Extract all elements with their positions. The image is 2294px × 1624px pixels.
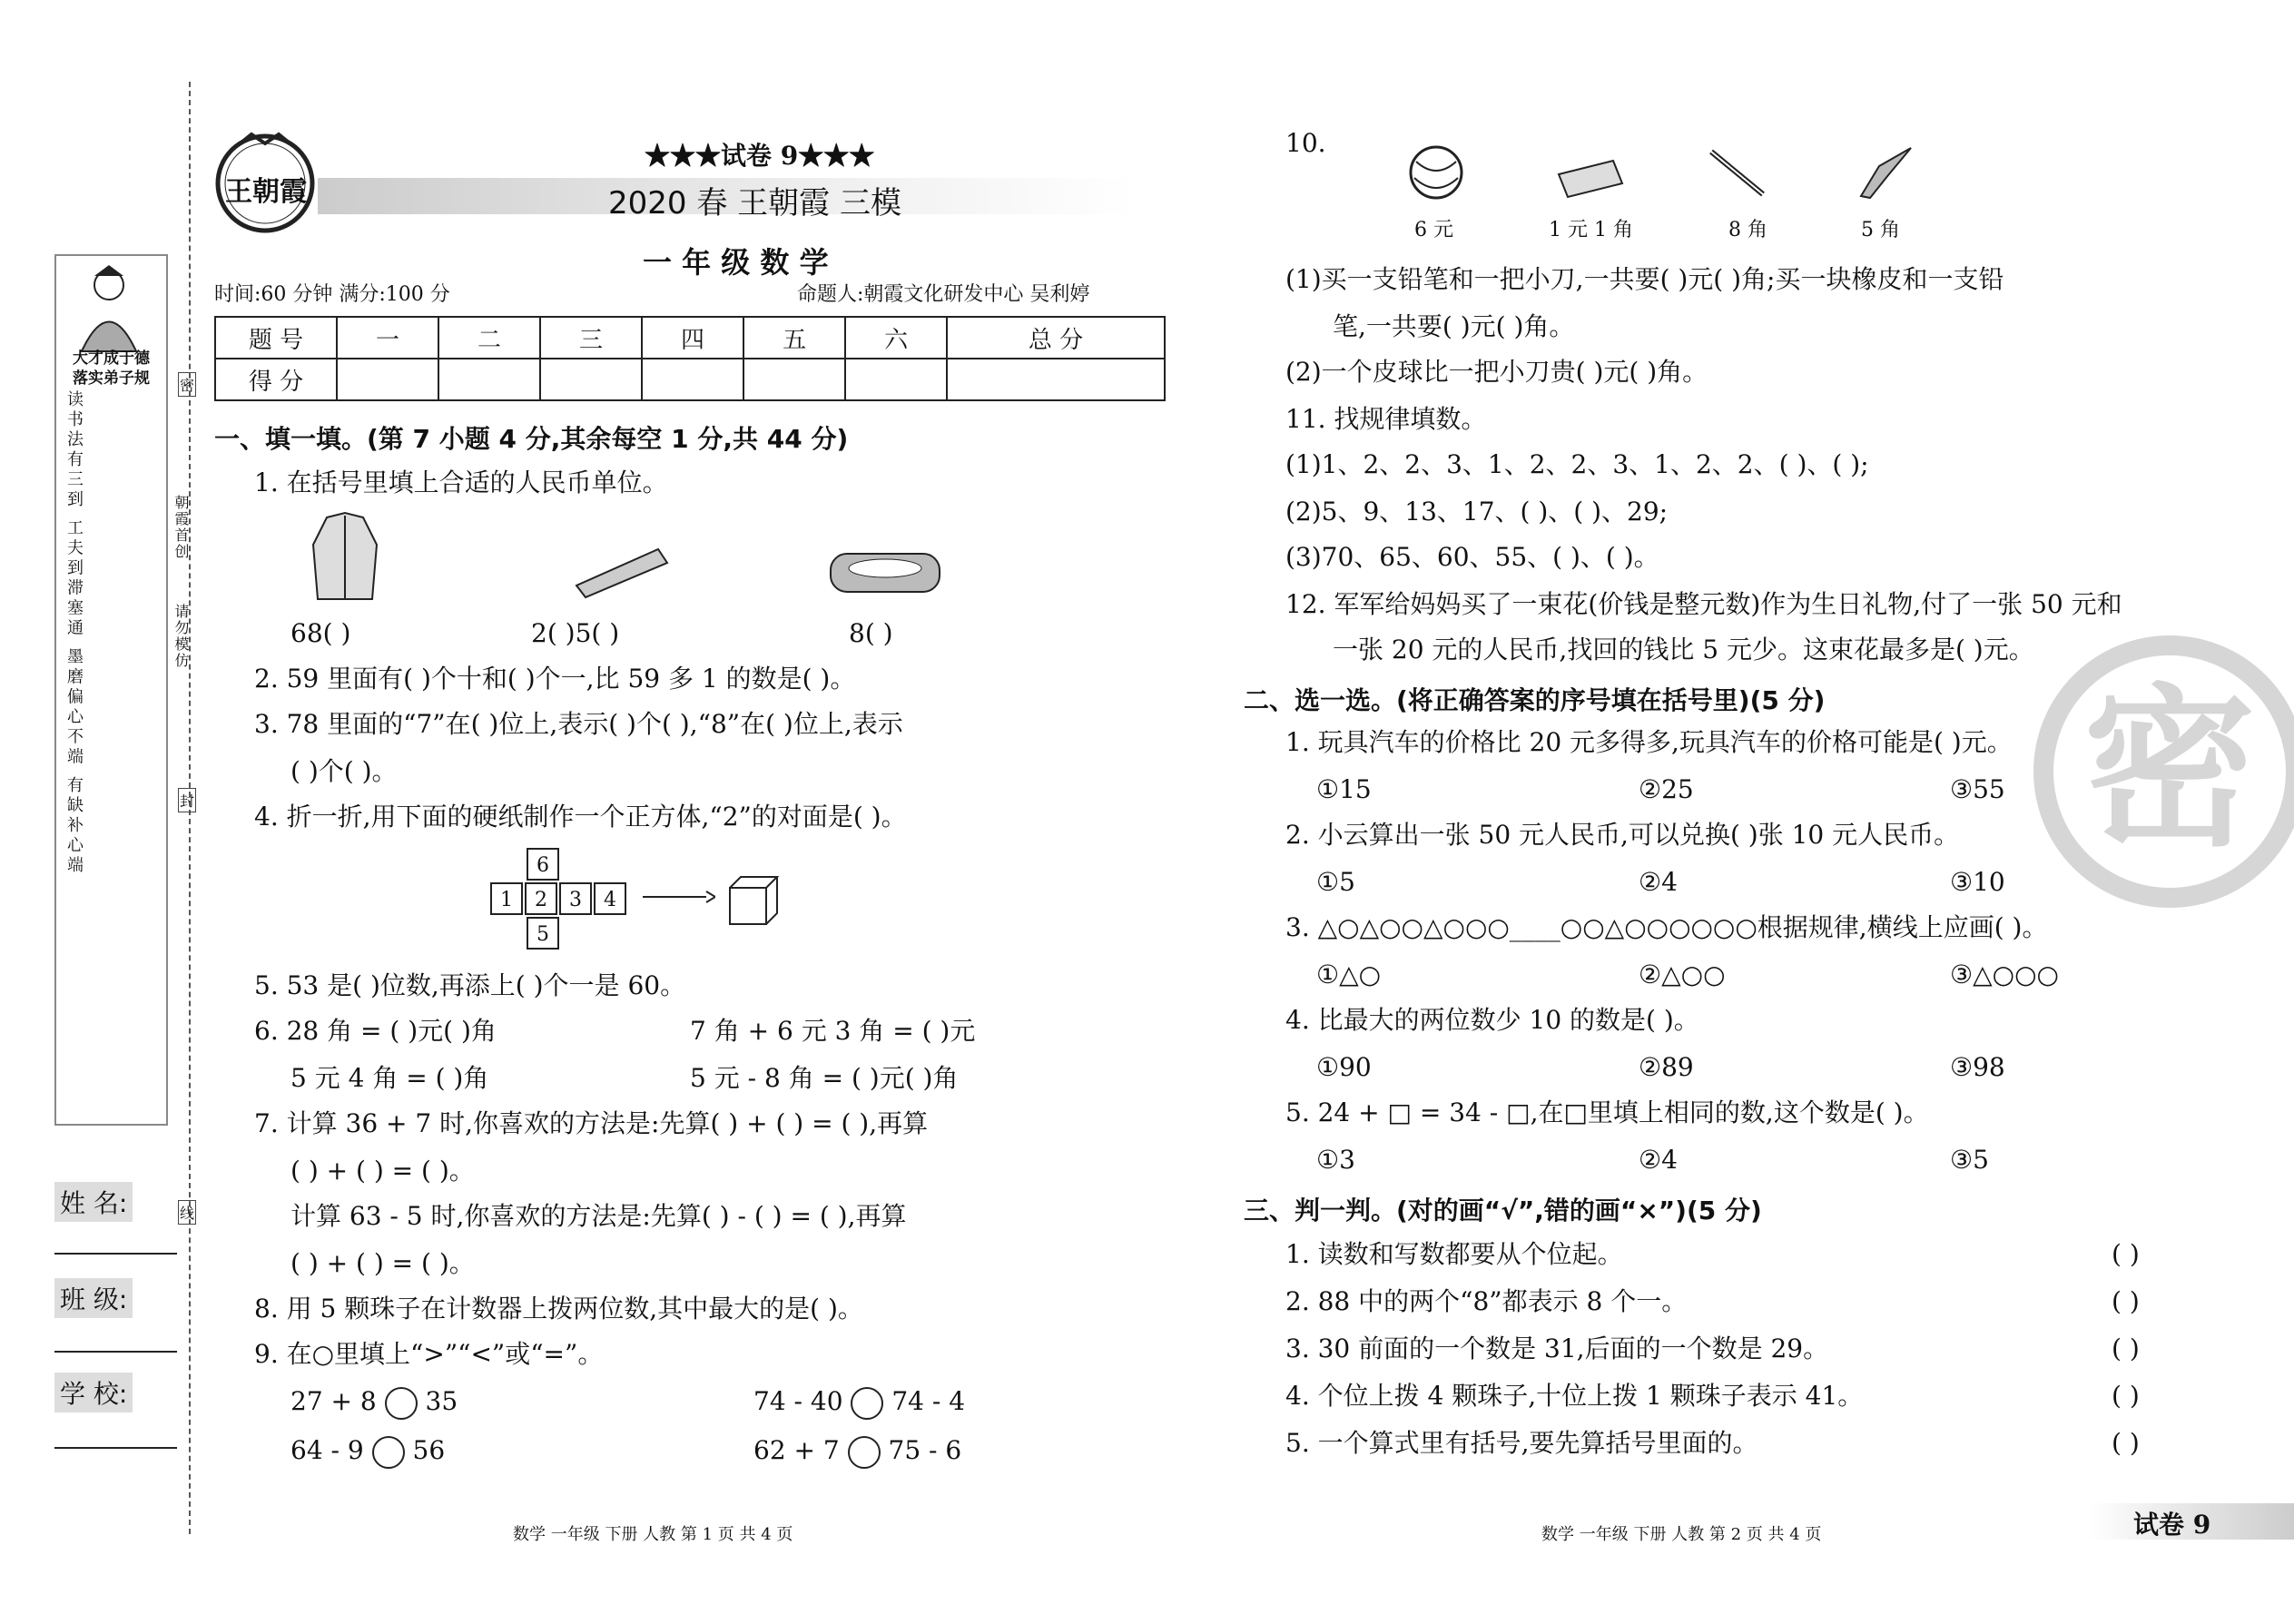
judge-answer[interactable]: ( ) — [2112, 1381, 2140, 1411]
judge-3: 3. 30 前面的一个数是 31,后面的一个数是 29。 — [1285, 1334, 1829, 1363]
net-face: 1 — [490, 882, 523, 915]
seal-char-feng: 封 — [178, 788, 196, 812]
class-field[interactable] — [54, 1351, 177, 1353]
price-pencil: 8 角 — [1728, 219, 1767, 241]
stamp-mi — [2033, 635, 2294, 908]
q11-2: (2)5、9、13、17、( )、( )、29; — [1285, 497, 1669, 527]
score-cell[interactable] — [743, 359, 845, 400]
pencil-icon — [1707, 147, 1770, 205]
q3-line2: ( )个( )。 — [290, 756, 398, 786]
q6-b: 7 角 + 6 元 3 角 = ( )元 — [690, 1016, 976, 1046]
judge-answer[interactable]: ( ) — [2112, 1286, 2140, 1316]
cube-net — [490, 848, 635, 957]
judge-answer[interactable]: ( ) — [2112, 1334, 2140, 1363]
compare-circle[interactable] — [385, 1387, 418, 1420]
q1-item-pencilcase: 8( ) — [849, 618, 893, 648]
q12-line1: 12. 军军给妈妈买了一束花(价钱是整元数)作为生日礼物,付了一张 50 元和 — [1285, 589, 2122, 619]
net-face: 4 — [594, 882, 626, 915]
seal-char-xian: 线 — [178, 1200, 196, 1225]
q9-item — [290, 1385, 458, 1420]
c4-opt: ③98 — [1950, 1052, 2005, 1082]
sidebar-caption-2: 落实弟子规 — [73, 369, 150, 388]
q7-line3: 计算 63 - 5 时,你喜欢的方法是:先算( ) - ( ) = ( ),再算 — [290, 1201, 907, 1231]
price-eraser: 1 元 1 角 — [1549, 219, 1633, 241]
c3-opt: ②△○○ — [1639, 960, 1726, 989]
expr: 35 — [425, 1386, 458, 1416]
jacket-icon — [309, 508, 381, 612]
q11-1: (1)1、2、2、3、1、2、2、3、1、2、2、( )、( ); — [1285, 449, 1869, 479]
q10-1-line1: (1)买一支铅笔和一把小刀,一共要( )元( )角;买一块橡皮和一支铅 — [1285, 264, 2004, 294]
q12-line2: 一张 20 元的人民币,找回的钱比 5 元少。这束花最多是( )元。 — [1333, 635, 2034, 664]
q11: 11. 找规律填数。 — [1285, 404, 1487, 434]
q4: 4. 折一折,用下面的硬纸制作一个正方体,“2”的对面是( )。 — [254, 802, 907, 832]
judge-4: 4. 个位上拨 4 颗珠子,十位上拨 1 颗珠子表示 41。 — [1285, 1381, 1864, 1411]
compare-circle[interactable] — [851, 1387, 883, 1420]
q7-line4: ( ) + ( ) = ( )。 — [290, 1248, 475, 1278]
q1-item-harmonica: 2( )5( ) — [531, 618, 620, 648]
page-tab-label: 试卷 9 — [2133, 1510, 2211, 1540]
expr: 27 + 8 — [290, 1386, 377, 1416]
price-ball: 6 元 — [1414, 219, 1453, 241]
class-label: 班 级: — [54, 1278, 133, 1318]
eraser-icon — [1554, 156, 1627, 205]
c2: 2. 小云算出一张 50 元人民币,可以兑换( )张 10 元人民币。 — [1285, 820, 1960, 850]
author: 命题人:朝霞文化研发中心 吴利婷 — [797, 283, 1090, 306]
score-header: 题 号 — [215, 317, 337, 359]
c1-opt: ③55 — [1950, 774, 2005, 804]
q8: 8. 用 5 颗珠子在计数器上拨两位数,其中最大的是( )。 — [254, 1294, 863, 1324]
q5: 5. 53 是( )位数,再添上( )个一是 60。 — [254, 970, 686, 1000]
price-knife: 5 角 — [1861, 219, 1900, 241]
time-score: 时间:60 分钟 满分:100 分 — [214, 283, 450, 306]
q2: 2. 59 里面有( )个十和( )个一,比 59 多 1 的数是( )。 — [254, 664, 856, 694]
c1-opt: ①15 — [1316, 774, 1372, 804]
q10: 10. — [1285, 128, 1326, 158]
expr: 64 - 9 — [290, 1435, 364, 1465]
exam-title: 2020 春 王朝霞 三模 — [608, 185, 901, 221]
sidebar-motto-column: 读书法有三到 工夫到滞塞通 墨磨偏心不端 有缺补心端 — [64, 390, 84, 877]
score-header: 二 — [438, 317, 540, 359]
left-footer: 数学 一年级 下册 人教 第 1 页 共 4 页 — [513, 1525, 793, 1544]
net-face: 5 — [527, 917, 559, 950]
q9: 9. 在○里填上“>”“<”或“=”。 — [254, 1339, 604, 1369]
score-cell[interactable] — [337, 359, 438, 400]
name-label: 姓 名: — [54, 1182, 133, 1222]
c4-opt: ②89 — [1639, 1052, 1694, 1082]
judge-answer[interactable]: ( ) — [2112, 1239, 2140, 1269]
expr: 62 + 7 — [753, 1435, 840, 1465]
judge-answer[interactable]: ( ) — [2112, 1428, 2140, 1458]
c3: 3. △○△○○△○○○____○○△○○○○○○根据规律,横线上应画( )。 — [1285, 912, 2048, 942]
note-no-copy: 请勿模仿 — [172, 604, 190, 669]
judge-5: 5. 一个算式里有括号,要先算括号里面的。 — [1285, 1428, 1758, 1458]
score-header: 六 — [845, 317, 947, 359]
school-field[interactable] — [54, 1447, 177, 1449]
c4-opt: ①90 — [1316, 1052, 1372, 1082]
stamp-char: 密 — [2082, 667, 2256, 870]
q11-3: (3)70、65、60、55、( )、( )。 — [1285, 542, 1659, 572]
c2-opt: ①5 — [1316, 867, 1355, 897]
score-cell[interactable] — [845, 359, 947, 400]
expr: 74 - 40 — [753, 1386, 843, 1416]
q7-line1: 7. 计算 36 + 7 时,你喜欢的方法是:先算( ) + ( ) = ( ),再算 — [254, 1108, 929, 1138]
right-footer: 数学 一年级 下册 人教 第 2 页 共 4 页 — [1541, 1525, 1822, 1544]
section-2-title: 二、选一选。(将正确答案的序号填在括号里)(5 分) — [1244, 685, 1826, 715]
net-face: 2 — [525, 882, 557, 915]
sidebar-caption-1: 大才成于德 — [73, 349, 150, 368]
score-header: 总 分 — [947, 317, 1165, 359]
expr: 56 — [412, 1435, 446, 1465]
q1: 1. 在括号里填上合适的人民币单位。 — [254, 468, 668, 497]
arrow-icon — [643, 888, 715, 910]
net-face: 6 — [527, 848, 559, 881]
c3-opt: ③△○○○ — [1950, 960, 2059, 989]
q6-c: 5 元 4 角 = ( )角 — [290, 1063, 489, 1093]
school-label: 学 校: — [54, 1373, 133, 1412]
c4: 4. 比最大的两位数少 10 的数是( )。 — [1285, 1005, 1699, 1035]
c5-opt: ②4 — [1639, 1145, 1678, 1175]
compare-circle[interactable] — [372, 1436, 405, 1469]
harmonica-icon — [572, 545, 672, 603]
section-1-title: 一、填一填。(第 7 小题 4 分,其余每空 1 分,共 44 分) — [214, 424, 849, 454]
score-cell[interactable] — [642, 359, 743, 400]
seal-char-mi: 密 — [178, 372, 196, 397]
q10-2: (2)一个皮球比一把小刀贵( )元( )角。 — [1285, 357, 1708, 387]
c1-opt: ②25 — [1639, 774, 1694, 804]
judge-2: 2. 88 中的两个“8”都表示 8 个一。 — [1285, 1286, 1688, 1316]
ball-icon — [1407, 143, 1465, 205]
score-header: 一 — [337, 317, 438, 359]
score-header: 四 — [642, 317, 743, 359]
paper-number: ★★★试卷 9★★★ — [645, 141, 875, 171]
c3-opt: ①△○ — [1316, 960, 1382, 989]
note-original: 朝霞首创 — [172, 495, 190, 560]
cube-icon — [726, 873, 781, 931]
score-label: 得 分 — [215, 359, 337, 400]
c5: 5. 24 + □ = 34 - □,在□里填上相同的数,这个数是( )。 — [1285, 1097, 1929, 1127]
section-3-title: 三、判一判。(对的画“√”,错的画“×”)(5 分) — [1244, 1196, 1762, 1225]
compare-circle[interactable] — [848, 1436, 881, 1469]
score-cell[interactable] — [540, 359, 642, 400]
q6-a: 6. 28 角 = ( )元( )角 — [254, 1016, 497, 1046]
c5-opt: ①3 — [1316, 1145, 1355, 1175]
logo-text: 王朝霞 — [225, 176, 307, 208]
score-header: 五 — [743, 317, 845, 359]
net-face: 3 — [559, 882, 592, 915]
score-table — [214, 316, 1166, 401]
q9-item — [290, 1434, 445, 1469]
expr: 74 - 4 — [891, 1386, 966, 1416]
score-cell[interactable] — [947, 359, 1165, 400]
page-tab — [2088, 1503, 2294, 1540]
judge-1: 1. 读数和写数都要从个位起。 — [1285, 1239, 1623, 1269]
c2-opt: ③10 — [1950, 867, 2005, 897]
name-field[interactable] — [54, 1253, 177, 1255]
q10-1-line2: 笔,一共要( )元( )角。 — [1333, 311, 1575, 341]
expr: 75 - 6 — [888, 1435, 962, 1465]
c5-opt: ③5 — [1950, 1145, 1989, 1175]
knife-icon — [1852, 143, 1915, 205]
c2-opt: ②4 — [1639, 867, 1678, 897]
subject-title: 一 年 级 数 学 — [643, 245, 829, 280]
score-cell[interactable] — [438, 359, 540, 400]
q9-item — [753, 1434, 961, 1469]
q1-item-jacket: 68( ) — [290, 618, 351, 648]
q9-item — [753, 1385, 965, 1420]
q3-line1: 3. 78 里面的“7”在( )位上,表示( )个( ),“8”在( )位上,表示 — [254, 709, 903, 739]
score-header: 三 — [540, 317, 642, 359]
pencilcase-icon — [826, 545, 944, 603]
c1: 1. 玩具汽车的价格比 20 元多得多,玩具汽车的价格可能是( )元。 — [1285, 727, 2013, 757]
q6-d: 5 元 - 8 角 = ( )元( )角 — [690, 1063, 959, 1093]
q7-line2: ( ) + ( ) = ( )。 — [290, 1156, 475, 1186]
